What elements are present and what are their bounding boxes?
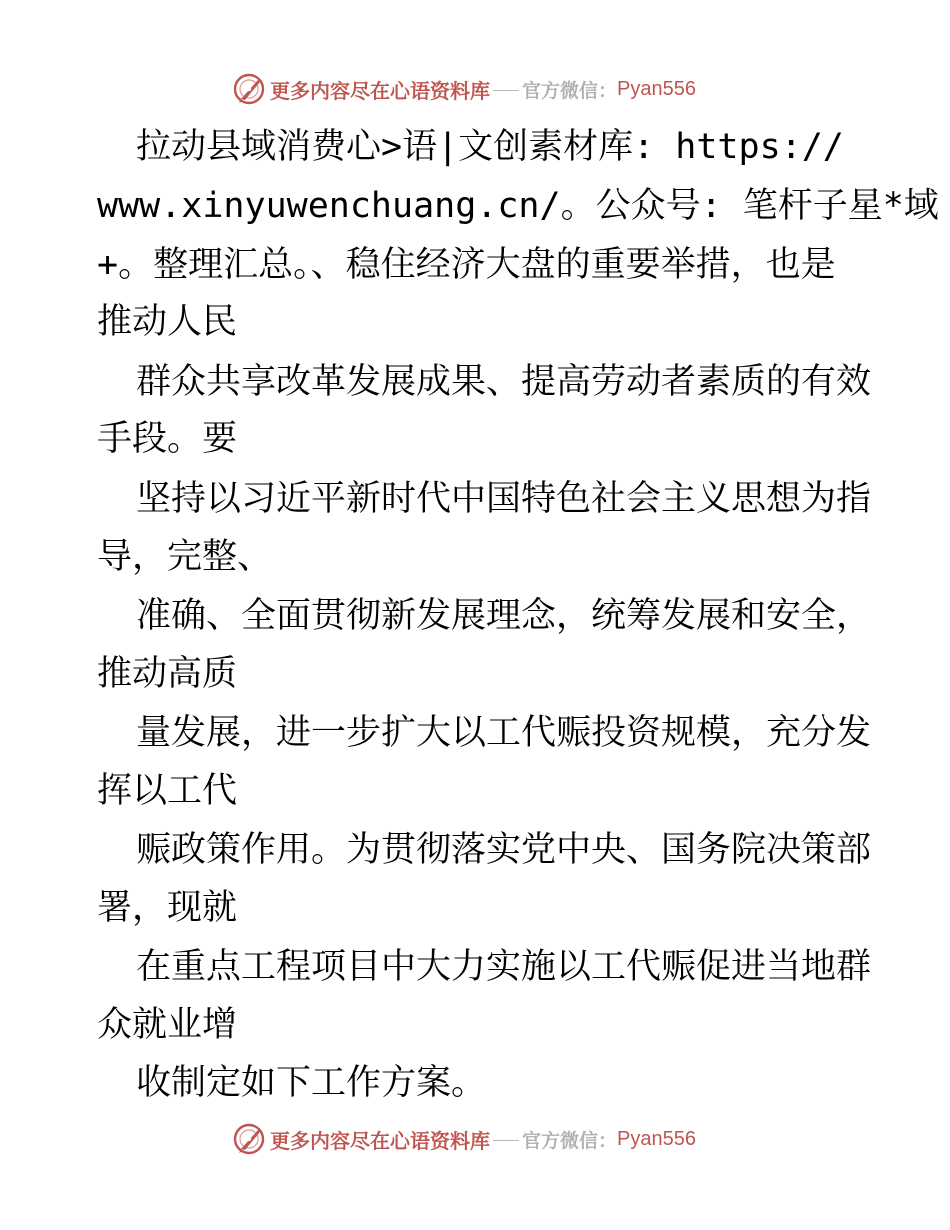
body-line: 推动人民 (97, 302, 238, 342)
footer-watermark (232, 1121, 732, 1157)
watermark-text: 更多内容尽在心语资料库 (270, 1128, 490, 1153)
body-line: 群众共享改革发展成果、提高劳动者素质的有效 (136, 362, 872, 402)
watermark-subtext: 官方微信： (522, 79, 618, 102)
body-line: 推动高质 (97, 654, 238, 694)
watermark-text: 更多内容尽在心语资料库 (270, 78, 490, 103)
body-line: 拉动县域消费心>语|文创素材库: https:// (136, 127, 844, 167)
body-line: 手段。要 (97, 419, 238, 459)
body-line: 挥以工代 (97, 771, 238, 811)
body-line: 坚持以习近平新时代中国特色社会主义思想为指 (136, 479, 872, 519)
body-line: 在重点工程项目中大力实施以工代赈促进当地群 (136, 947, 872, 987)
quill-pen-logo-icon (232, 72, 266, 106)
watermark-id: Pyan556 (617, 77, 696, 100)
body-line: 众就业增 (97, 1005, 238, 1045)
body-line: 量发展，进一步扩大以工代赈投资规模，充分发 (136, 713, 872, 753)
quill-pen-logo-icon (232, 1122, 266, 1156)
body-line: 赈政策作用。为贯彻落实党中央、国务院决策部 (136, 830, 872, 870)
body-line: www.xinyuwenchuang.cn/。公众号: 笔杆子星*域 (97, 186, 939, 226)
body-line: 署，现就 (97, 888, 238, 928)
watermark-subtext: 官方微信： (522, 1129, 618, 1152)
watermark-id: Pyan556 (617, 1127, 696, 1150)
body-line: 导，完整、 (97, 537, 273, 577)
watermark-separator (493, 90, 519, 91)
header-watermark (232, 71, 732, 107)
body-line: +。整理汇总。、稳住经济大盘的重要举措，也是 (97, 245, 836, 285)
watermark-separator (493, 1140, 519, 1141)
body-line: 收制定如下工作方案。 (136, 1063, 487, 1103)
body-line: 准确、全面贯彻新发展理念，统筹发展和安全， (136, 596, 872, 636)
